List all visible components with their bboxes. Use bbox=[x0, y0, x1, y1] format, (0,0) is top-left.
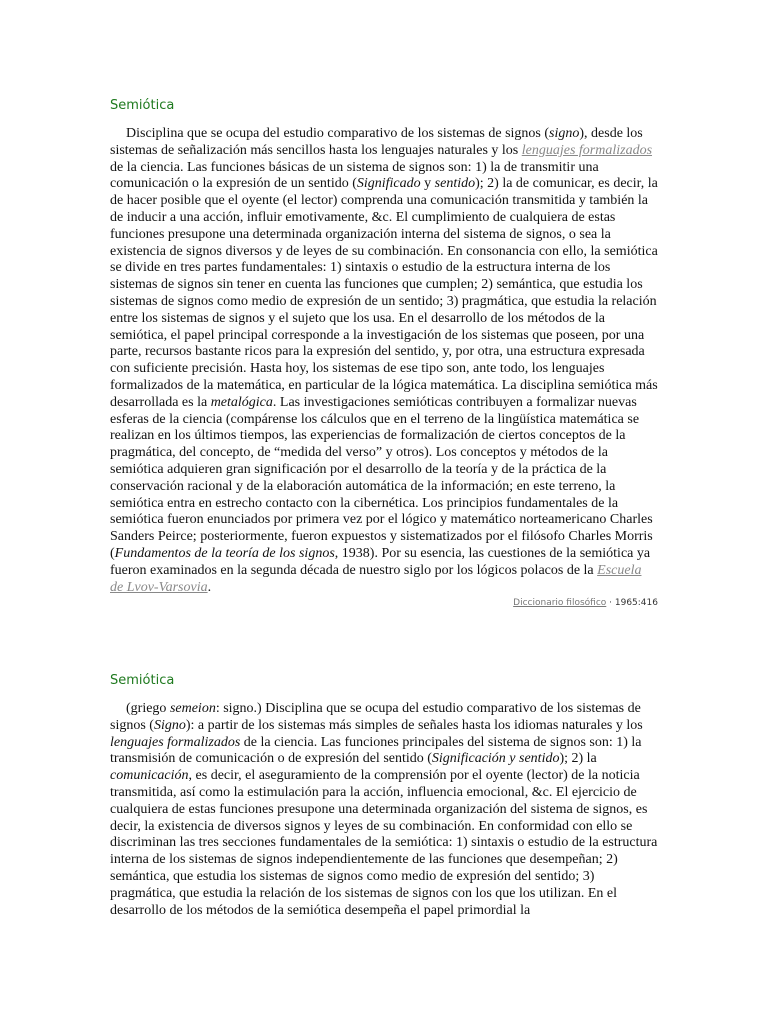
entry-1 bbox=[110, 98, 658, 608]
entry-heading: Semiótica bbox=[110, 673, 175, 688]
text-run: ): a partir de los sistemas más simples de señales hasta los idiomas naturales y los bbox=[185, 717, 643, 733]
emphasis: comunicación bbox=[110, 768, 189, 784]
text-run: (griego bbox=[126, 701, 170, 716]
text-run: de la ciencia. Las funciones principales del sistema de signos son: 1) la transmisión de comunicación o de expresión del sentido ( bbox=[110, 734, 642, 767]
source-reference: 1965:416 bbox=[614, 598, 658, 609]
source-citation bbox=[110, 598, 658, 608]
text-run: Disciplina que se ocupa del estudio comparativo de los sistemas de signos ( bbox=[126, 126, 550, 141]
text-run: ), desde los sistemas de señalización más sencillos hasta los lenguajes naturales y los bbox=[110, 126, 643, 158]
link-escuela-lvov-varsovia[interactable]: Escuela de Lvov-Varsovia bbox=[110, 562, 642, 595]
emphasis: Significado bbox=[356, 176, 421, 192]
entry-body bbox=[110, 126, 658, 596]
source-separator: · bbox=[606, 598, 615, 609]
text-run: de la ciencia. Las funciones básicas de un sistema de signos son: 1) la de transmitir una comunicación o la expresión de un sentido ( bbox=[110, 159, 599, 192]
emphasis: semeion bbox=[169, 701, 216, 716]
entry-heading: Semiótica bbox=[110, 98, 175, 113]
text-run: ); 2) la de comunicar, es decir, la de hacer posible que el oyente (el lector) comprenda una comunicación transmitida y también la de inducir a una acción, influir emotivamente, &c. El cumplimiento de cualquiera de estas funciones presupone una determinada organización interna del sistema de signos, o sea la existencia de signos diversos y de leyes de su combinación. En consonancia con ello, la semiótica se divide en tres partes fundamentales: 1) sintaxis o estudio de la estructura interna de los sistemas de signos sin tener en cuenta las funciones que cumplen; 2) semántica, que estudia los sistemas de signos como medio de expresión de un sentido; 3) pragmática, que estudia la relación entre los sistemas de signos y el sujeto que los usa. En el desarrollo de los métodos de la semiótica, el papel principal corresponde a la investigación de los sistemas que poseen, por una parte, recursos bastante ricos para la expresión del sentido, y, por otra, una estructura expresada con suficiente precisión. Hasta hoy, los sistemas de ese tipo son, ante todo, los lenguajes formalizados de la matemática, en particular de la lógica matemática. La disciplina semiótica más desarrollada es la bbox=[110, 176, 658, 410]
emphasis: Signo bbox=[153, 717, 186, 733]
emphasis: sentido bbox=[434, 176, 476, 192]
text-run: . bbox=[207, 579, 212, 595]
entry-2 bbox=[110, 673, 658, 919]
text-run: , es decir, el aseguramiento de la comprensión por el oyente (lector) de la noticia transmitida, así como la estimulación para la acción, influencia emocional, &c. El ejercicio de cualquiera de estas funciones presupone una determinada organización del sistema de signos, es decir, la existencia de diversos signos y leyes de su combinación. En conformidad con ello se discriminan las tres secciones fundamentales de la semiótica: 1) sintaxis o estudio de la estructura interna de los sistemas de signos independientemente de las funciones que desempeñan; 2) semántica, que estudia los sistemas de signos como medio de expresión del sentido; 3) pragmática, que estudia la relación de los sistemas de signos con los que los utilizan. En el desarrollo de los métodos de la semiótica desempeña el papel primordial la bbox=[110, 768, 658, 918]
text-run: ); 2) la bbox=[559, 751, 597, 767]
entry-body bbox=[110, 701, 658, 919]
text-run: : signo.) Disciplina que se ocupa del estudio comparativo de los sistemas de signos ( bbox=[110, 701, 641, 733]
emphasis: signo bbox=[549, 126, 580, 141]
text-run: y bbox=[420, 176, 435, 192]
source-link[interactable]: Diccionario filosófico bbox=[513, 598, 607, 609]
emphasis: metalógica bbox=[210, 394, 273, 410]
text-run: , 1938). Por su esencia, las cuestiones de la semiótica ya fueron examinados en la segunda década de nuestro siglo por los lógicos polacos de la bbox=[110, 545, 651, 578]
text-run: . Las investigaciones semióticas contribuyen a formalizar nuevas esferas de la ciencia (compárense los cálculos que en el terreno de la lingüística matemática se realizan en los últimos tiempos, las experiencias de formalización de ciertos conceptos de la pragmática, del concepto, de “medida del verso” y otros). Los conceptos y métodos de la semiótica adquieren gran significación por el desarrollo de la teoría y de la práctica de la conservación racional y de la elaboración automática de la información; en este terreno, la semiótica entra en estrecho contacto con la cibernética. Los principios fundamentales de la semiótica fueron enunciados por primera vez por el lógico y matemático norteamericano Charles Sanders Peirce; posteriormente, fueron expuestos y sistematizados por el filósofo Charles Morris ( bbox=[110, 394, 653, 561]
link-lenguajes-formalizados[interactable]: lenguajes formalizados bbox=[521, 142, 653, 158]
emphasis: Significación y sentido bbox=[431, 751, 560, 767]
emphasis: Fundamentos de la teoría de los signos bbox=[114, 545, 335, 561]
emphasis: lenguajes formalizados bbox=[110, 734, 241, 750]
